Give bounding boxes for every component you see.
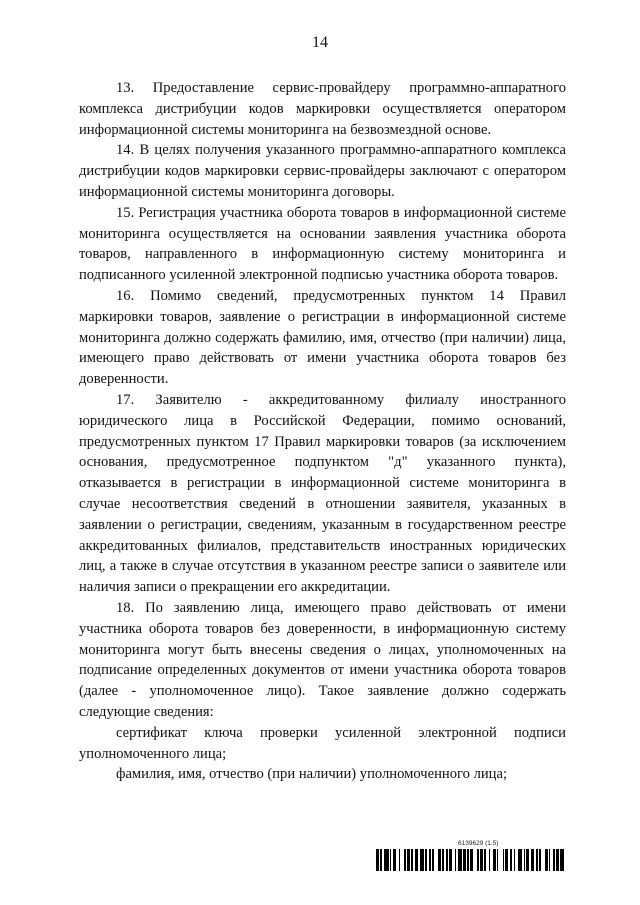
barcode [376,849,566,871]
paragraph-18-item-name: фамилия, имя, отчество (при наличии) уполномоченного лица; [116,766,508,783]
document-body [79,78,566,785]
document-code: 6139629 (1.5) [458,840,499,847]
paragraph-16: 16. Помимо сведений, предусмотренных пунктом 14 Правил маркировки товаров, заявление о регистрации в информационной системе мониторинга должно содержать фамилию, имя, отчество (при наличии) лица, имеющего право действовать от имени участника оборота товаров без доверенности. [79,287,566,388]
paragraph-17: 17. Заявителю - аккредитованному филиалу иностранного юридического лица в Российской Федерации, помимо оснований, предусмотренных пунктом 17 Правил маркировки товаров (за исключением основания, предусмотренное подпунктом "д" указанного пункта), отказывается в регистрации в информационной системе мониторинга в случае несоответствия сведений в отношении заявителя, указанных в заявлении о регистрации, сведениям, указанным в государственном реестре аккредитованных филиалов, представительств иностранных юридических лиц, а также в случае отсутствия в указанном реестре записи о заявителе или наличия записи о прекращении его аккредитации. [79,391,566,596]
paragraph-18: 18. По заявлению лица, имеющего право действовать от имени участника оборота товаров без доверенности, в информационную систему мониторинга могут быть внесены сведения о лицах, уполномоченных на подписание определенных документов от имени участника оборота товаров (далее - уполномоченное лицо). Такое заявление должно содержать следующие сведения: [79,599,566,720]
paragraph-18-item-certificate: сертификат ключа проверки усиленной электронной подписи уполномоченного лица; [79,724,566,762]
page-number: 14 [312,34,328,51]
paragraph-15: 15. Регистрация участника оборота товаров в информационной системе мониторинга осуществляется на основании заявления участника оборота товаров, направленного в информационную систему мониторинга и подписанного усиленной электронной подписью участника оборота товаров. [79,204,566,284]
barcode-bar [564,849,565,871]
paragraph-13: 13. Предоставление сервис-провайдеру программно-аппаратного комплекса дистрибуции кодов маркировки осуществляется оператором информационной системы мониторинга на безвозмездной основе. [79,80,566,138]
paragraph-14: 14. В целях получения указанного программно-аппаратного комплекса дистрибуции кодов маркировки сервис-провайдеры заключают с оператором информационной системы мониторинга договоры. [79,142,566,200]
